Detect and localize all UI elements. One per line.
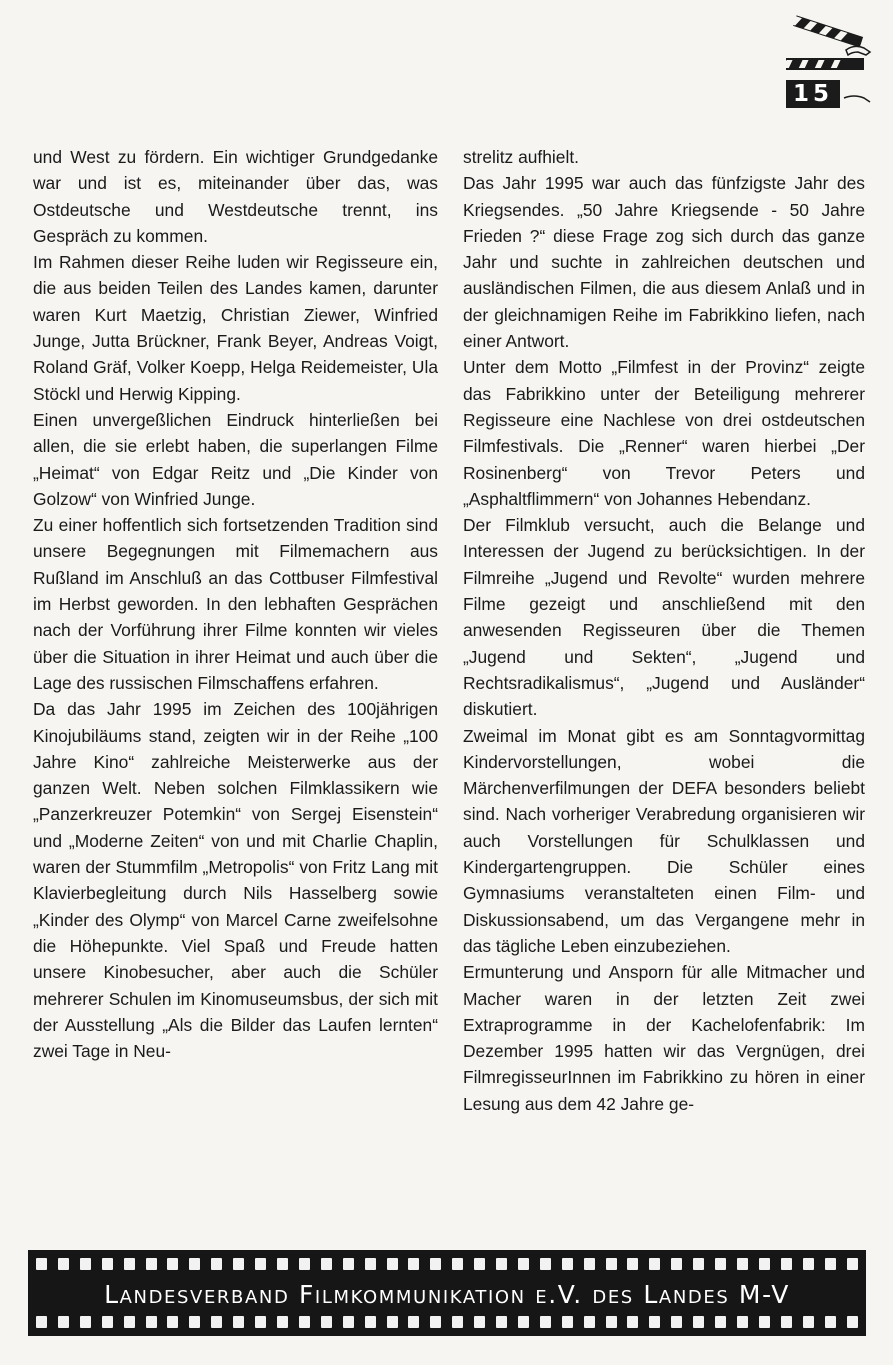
perforation-hole (540, 1258, 551, 1270)
perforation-hole (759, 1258, 770, 1270)
paragraph: Ermunterung und Ansporn für alle Mitmacher und Macher waren in der letzten Zeit zwei Extraprogramme in der Kachelofenfabrik: Im Dezember 1995 hatten wir das Vergnügen, drei FilmregisseurInnen im Fabrikkino zu hören in einer Lesung aus dem 42 Jahre ge- (463, 962, 865, 1114)
perforation-hole (562, 1316, 573, 1328)
footer-title: Landesverband Filmkommunikation e.V. des Landes M-V (104, 1280, 790, 1309)
perforation-hole (496, 1258, 507, 1270)
perforation-hole (474, 1316, 485, 1328)
perforation-hole (649, 1258, 660, 1270)
perforation-hole (518, 1258, 529, 1270)
perforation-hole (321, 1258, 332, 1270)
perforation-hole (671, 1316, 682, 1328)
paragraph: Im Rahmen dieser Reihe luden wir Regisseure ein, die aus beiden Teilen des Landes kamen, darunter waren Kurt Maetzig, Christian Ziewer, Winfried Junge, Jutta Brückner, Frank Beyer, Andreas Voigt, Roland Gräf, Volker Koepp, Helga Reidemeister, Ula Stöckl und Herwig Kipping. (33, 252, 438, 404)
perforation-hole (693, 1316, 704, 1328)
perforation-hole (715, 1316, 726, 1328)
perforation-hole (606, 1316, 617, 1328)
page-number: 15 (786, 80, 840, 108)
paragraph: Zu einer hoffentlich sich fortsetzenden Tradition sind unsere Begegnungen mit Filmemachern aus Rußland im Anschluß an das Cottbuser Filmfestival im Herbst geworden. In den lebhaften Gesprächen nach der Vorführung ihrer Filme konnten wir vieles über die Situation in ihrer Heimat und auch über die Lage des russischen Filmschaffens erfahren. (33, 515, 438, 693)
paragraph: und West zu fördern. Ein wichtiger Grundgedanke war und ist es, miteinander über das, was Ostdeutsche und Westdeutsche trennt, ins Gespräch zu kommen. (33, 147, 438, 246)
perforation-hole (430, 1258, 441, 1270)
perforation-hole (321, 1316, 332, 1328)
perforation-hole (255, 1258, 266, 1270)
perforation-hole (255, 1316, 266, 1328)
perforation-hole (759, 1316, 770, 1328)
perforation-hole (211, 1316, 222, 1328)
perforation-hole (102, 1316, 113, 1328)
perforation-hole (781, 1316, 792, 1328)
perforation-hole (825, 1316, 836, 1328)
perforation-hole (671, 1258, 682, 1270)
film-perforations-bottom (36, 1316, 858, 1328)
film-strip-icon (28, 1250, 866, 1336)
perforation-hole (189, 1258, 200, 1270)
perforation-hole (233, 1258, 244, 1270)
paragraph: Einen unvergeßlichen Eindruck hinterließen bei allen, die sie erlebt haben, die superlangen Filme „Heimat“ von Edgar Reitz und „Die Kinder von Golzow“ von Winfried Junge. (33, 409, 438, 509)
perforation-hole (211, 1258, 222, 1270)
perforation-hole (277, 1316, 288, 1328)
perforation-hole (584, 1258, 595, 1270)
perforation-hole (299, 1258, 310, 1270)
perforation-hole (102, 1258, 113, 1270)
perforation-hole (343, 1316, 354, 1328)
perforation-hole (167, 1316, 178, 1328)
perforation-hole (847, 1258, 858, 1270)
paragraph: strelitz aufhielt. (463, 147, 579, 167)
perforation-hole (737, 1258, 748, 1270)
perforation-hole (518, 1316, 529, 1328)
perforation-hole (627, 1258, 638, 1270)
perforation-hole (693, 1258, 704, 1270)
perforation-hole (562, 1258, 573, 1270)
perforation-hole (649, 1316, 660, 1328)
paragraph: Da das Jahr 1995 im Zeichen des 100jährigen Kinojubiläums stand, zeigten wir in der Reihe „100 Jahre Kino“ zahlreiche Meisterwerke aus der ganzen Welt. Neben solchen Filmklassikern wie „Panzerkreuzer Potemkin“ von Sergej Eisenstein“ und „Moderne Zeiten“ von und mit Charlie Chaplin, waren der Stummfilm „Metropolis“ von Fritz Lang mit Klavierbegleitung durch Nils Hasselberg sowie „Kinder des Olymp“ von Marcel Carne zweifelsohne die Höhepunkte. Viel Spaß und Freude hatten unsere Kinobesucher, aber auch die Schüler mehrerer Schulen im Kinomuseumsbus, der sich mit der Ausstellung „Als die Bilder das Laufen lernten“ zwei Tage in Neu- (33, 699, 438, 1062)
paragraph: Zweimal im Monat gibt es am Sonntagvormittag Kindervorstellungen, wobei die Märchenverfilmungen der DEFA besonders beliebt sind. Nach vorheriger Verabredung organisieren wir auch Vorstellungen für Schulklassen und Kindergartengruppen. Die Schüler eines Gymnasiums veranstalteten einen Film- und Diskussionsabend, um das Vergangene mehr in das tägliche Leben einzubeziehen. (463, 725, 865, 956)
perforation-hole (233, 1316, 244, 1328)
perforation-hole (627, 1316, 638, 1328)
paragraph: Der Filmklub versucht, auch die Belange und Interessen der Jugend zu berücksichtigen. In der Filmreihe „Jugend und Revolte“ wurden mehrere Filme gezeigt und anschließend mit den anwesenden Regisseuren über die Themen „Jugend und Sekten“, „Jugend und Rechtsradikalismus“, „Jugend und Ausländer“ diskutiert. (463, 515, 865, 720)
perforation-hole (847, 1316, 858, 1328)
perforation-hole (803, 1316, 814, 1328)
paragraph: Das Jahr 1995 war auch das fünfzigste Jahr des Kriegsendes. „50 Jahre Kriegsende - 50 Jahre Frieden ?“ diese Frage zog sich durch das ganze Jahr und suchte in zahlreichen deutschen und ausländischen Filmen, die aus diesem Anlaß und in der gleichnamigen Reihe im Fabrikkino liefen, nach einer Antwort. (463, 173, 865, 352)
perforation-hole (781, 1258, 792, 1270)
left-column (33, 144, 438, 1064)
perforation-hole (430, 1316, 441, 1328)
perforation-hole (540, 1316, 551, 1328)
perforation-hole (452, 1258, 463, 1270)
perforation-hole (365, 1258, 376, 1270)
perforation-hole (58, 1258, 69, 1270)
perforation-hole (36, 1258, 47, 1270)
perforation-hole (452, 1316, 463, 1328)
paragraph: Unter dem Motto „Filmfest in der Provinz“ zeigte das Fabrikkino unter der Beteiligung mehrerer Regisseure eine Nachlese von drei ostdeutschen Filmfestivals. Die „Renner“ waren hierbei „Der Rosinenberg“ von Trevor Peters und „Asphaltflimmern“ von Johannes Hebendanz. (463, 357, 865, 509)
perforation-hole (496, 1316, 507, 1328)
perforation-hole (277, 1258, 288, 1270)
perforation-hole (146, 1316, 157, 1328)
perforation-hole (803, 1258, 814, 1270)
right-column (463, 144, 865, 1117)
perforation-hole (387, 1258, 398, 1270)
perforation-hole (124, 1316, 135, 1328)
perforation-hole (189, 1316, 200, 1328)
perforation-hole (825, 1258, 836, 1270)
perforation-hole (584, 1316, 595, 1328)
perforation-hole (58, 1316, 69, 1328)
perforation-hole (36, 1316, 47, 1328)
perforation-hole (80, 1316, 91, 1328)
perforation-hole (474, 1258, 485, 1270)
perforation-hole (387, 1316, 398, 1328)
perforation-hole (737, 1316, 748, 1328)
perforation-hole (715, 1258, 726, 1270)
perforation-hole (80, 1258, 91, 1270)
perforation-hole (343, 1258, 354, 1270)
perforation-hole (124, 1258, 135, 1270)
perforation-hole (606, 1258, 617, 1270)
perforation-hole (408, 1316, 419, 1328)
perforation-hole (299, 1316, 310, 1328)
perforation-hole (408, 1258, 419, 1270)
perforation-hole (167, 1258, 178, 1270)
film-perforations-top (36, 1258, 858, 1270)
perforation-hole (365, 1316, 376, 1328)
perforation-hole (146, 1258, 157, 1270)
